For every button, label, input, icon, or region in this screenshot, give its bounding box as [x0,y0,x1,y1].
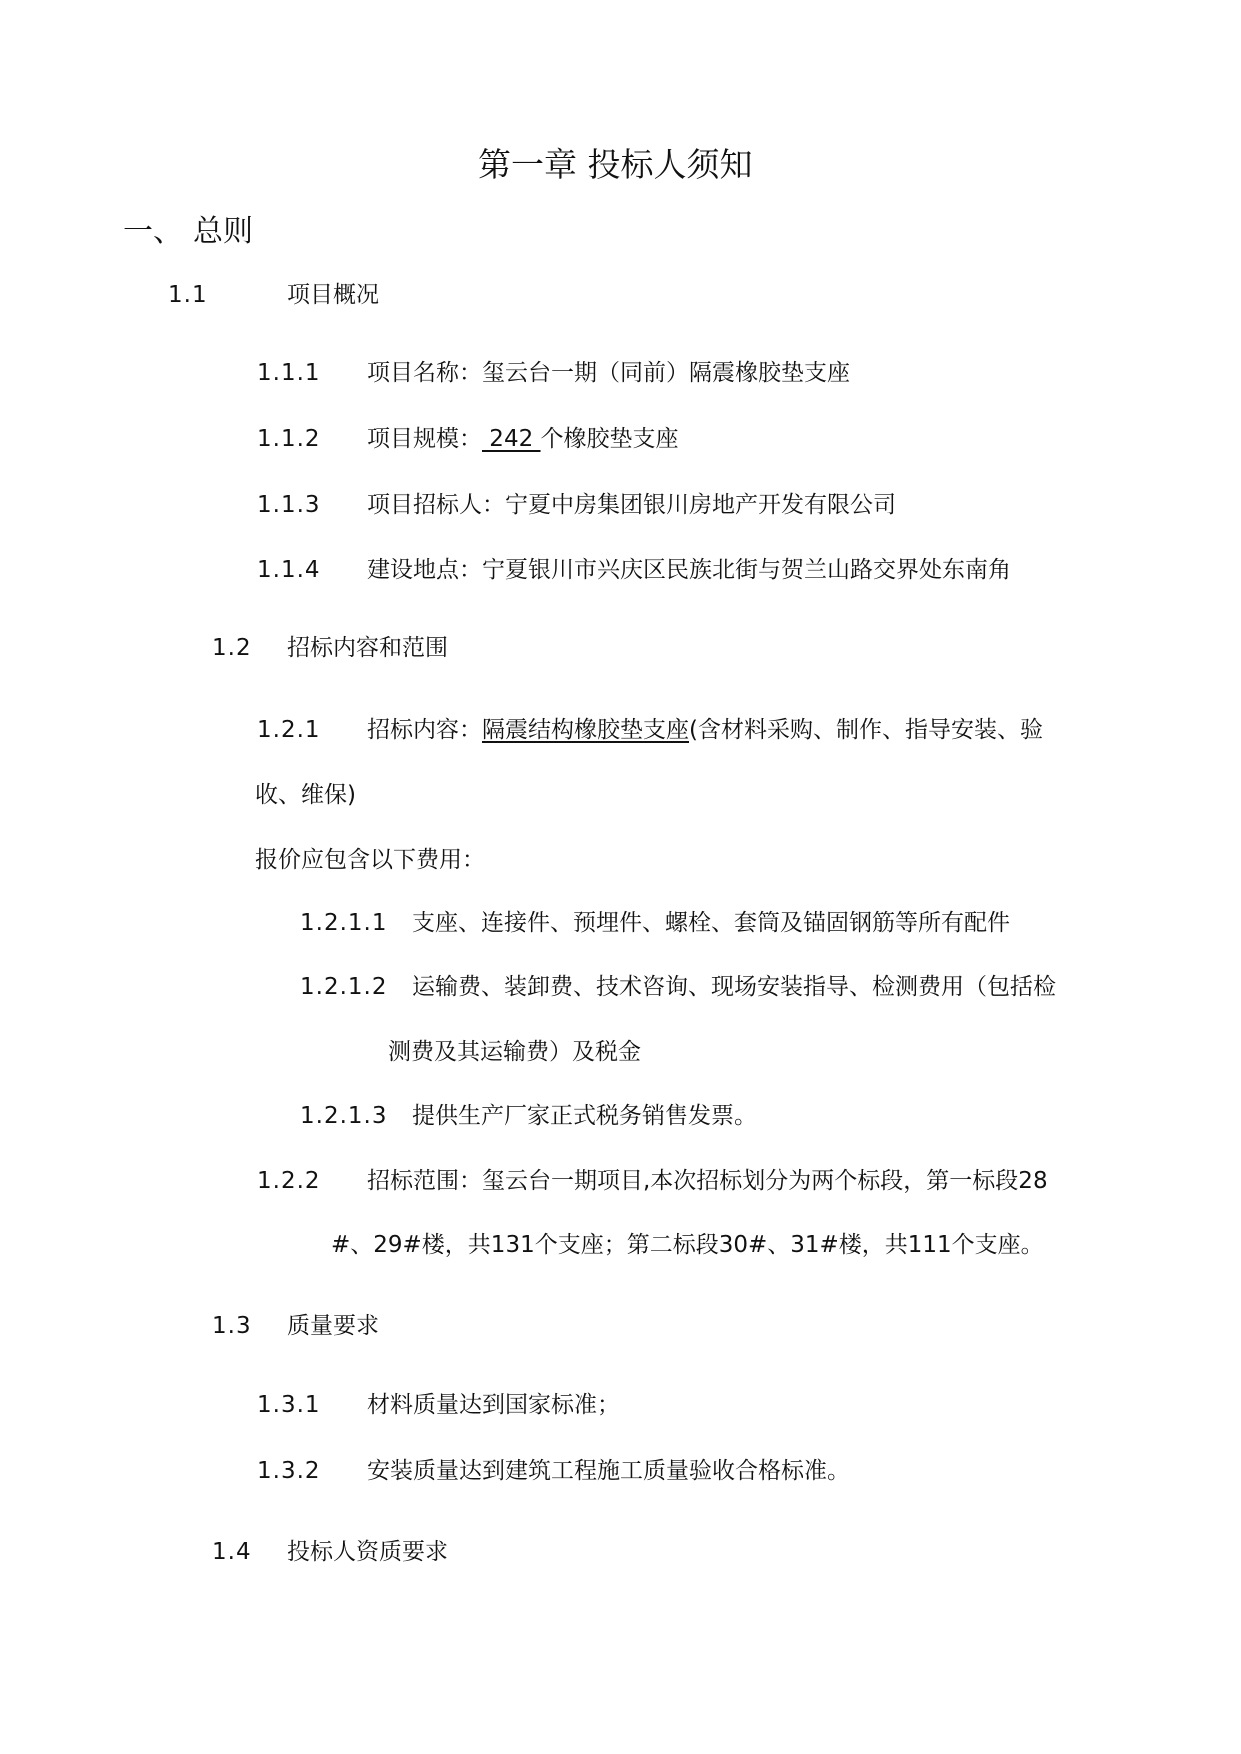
heading-number: 1.3 [212,1313,252,1339]
item-label: 建设地点： [367,557,482,583]
item-label: 项目名称： [367,360,482,386]
item-number: 1.1.1 [257,360,321,386]
heading-number: 1.4 [212,1539,252,1565]
item-label: 项目招标人： [367,492,505,518]
item-number: 1.1.2 [257,426,321,452]
item-text: 材料质量达到国家标准； [367,1392,620,1418]
item-text [367,1166,1048,1196]
item-continuation: 收、维保) [255,782,356,808]
subitem-text: 支座、连接件、预埋件、螺栓、套筒及锚固钢筋等所有配件 [412,910,1010,936]
subitem-continuation: 测费及其运输费）及税金 [388,1039,641,1065]
item-text [367,424,679,454]
subitem-text: 提供生产厂家正式税务销售发票。 [412,1103,757,1129]
item-value-underlined: 242 [482,426,541,452]
item-value: (含材料采购、制作、指导安装、验 [689,717,1043,743]
item-value-underlined: 隔震结构橡胶垫支座 [482,717,689,743]
subitem-text: 运输费、装卸费、技术咨询、现场安装指导、检测费用（包括检 [412,974,1056,1000]
subitem-number: 1.2.1.1 [300,910,388,936]
item-number: 1.1.3 [257,492,321,518]
item-number: 1.3.1 [257,1392,321,1418]
item-text [367,715,1043,745]
heading-label: 投标人资质要求 [287,1539,448,1565]
heading-number: 1.2 [212,635,252,661]
heading-label: 项目概况 [287,282,379,308]
heading-label: 质量要求 [287,1313,379,1339]
item-text [367,555,1011,585]
heading-number: 1.1 [168,282,208,308]
item-text [367,490,896,520]
item-number: 1.1.4 [257,557,321,583]
item-number: 1.3.2 [257,1458,321,1484]
item-label: 招标内容： [367,717,482,743]
item-value: 玺云台一期项目,本次招标划分为两个标段，第一标段28 [482,1168,1048,1194]
section-title: 总则 [193,214,253,249]
item-text: 安装质量达到建筑工程施工质量验收合格标准。 [367,1458,850,1484]
item-text [367,358,850,388]
item-number: 1.2.1 [257,717,321,743]
item-continuation: #、29#楼，共131个支座；第二标段30#、31#楼，共111个支座。 [331,1232,1044,1258]
item-value: 个橡胶垫支座 [540,426,679,452]
heading-label: 招标内容和范围 [287,635,448,661]
subitem-number: 1.2.1.3 [300,1103,388,1129]
page-title: 第一章 投标人须知 [478,145,753,184]
item-label: 招标范围： [367,1168,482,1194]
item-number: 1.2.2 [257,1168,321,1194]
item-value: 玺云台一期（同前）隔震橡胶垫支座 [482,360,850,386]
quote-intro: 报价应包含以下费用： [255,847,485,873]
item-value: 宁夏中房集团银川房地产开发有限公司 [505,492,896,518]
subitem-number: 1.2.1.2 [300,974,388,1000]
item-value: 宁夏银川市兴庆区民族北街与贺兰山路交界处东南角 [482,557,1011,583]
section-number: 一、 [123,214,183,249]
item-label: 项目规模： [367,426,482,452]
